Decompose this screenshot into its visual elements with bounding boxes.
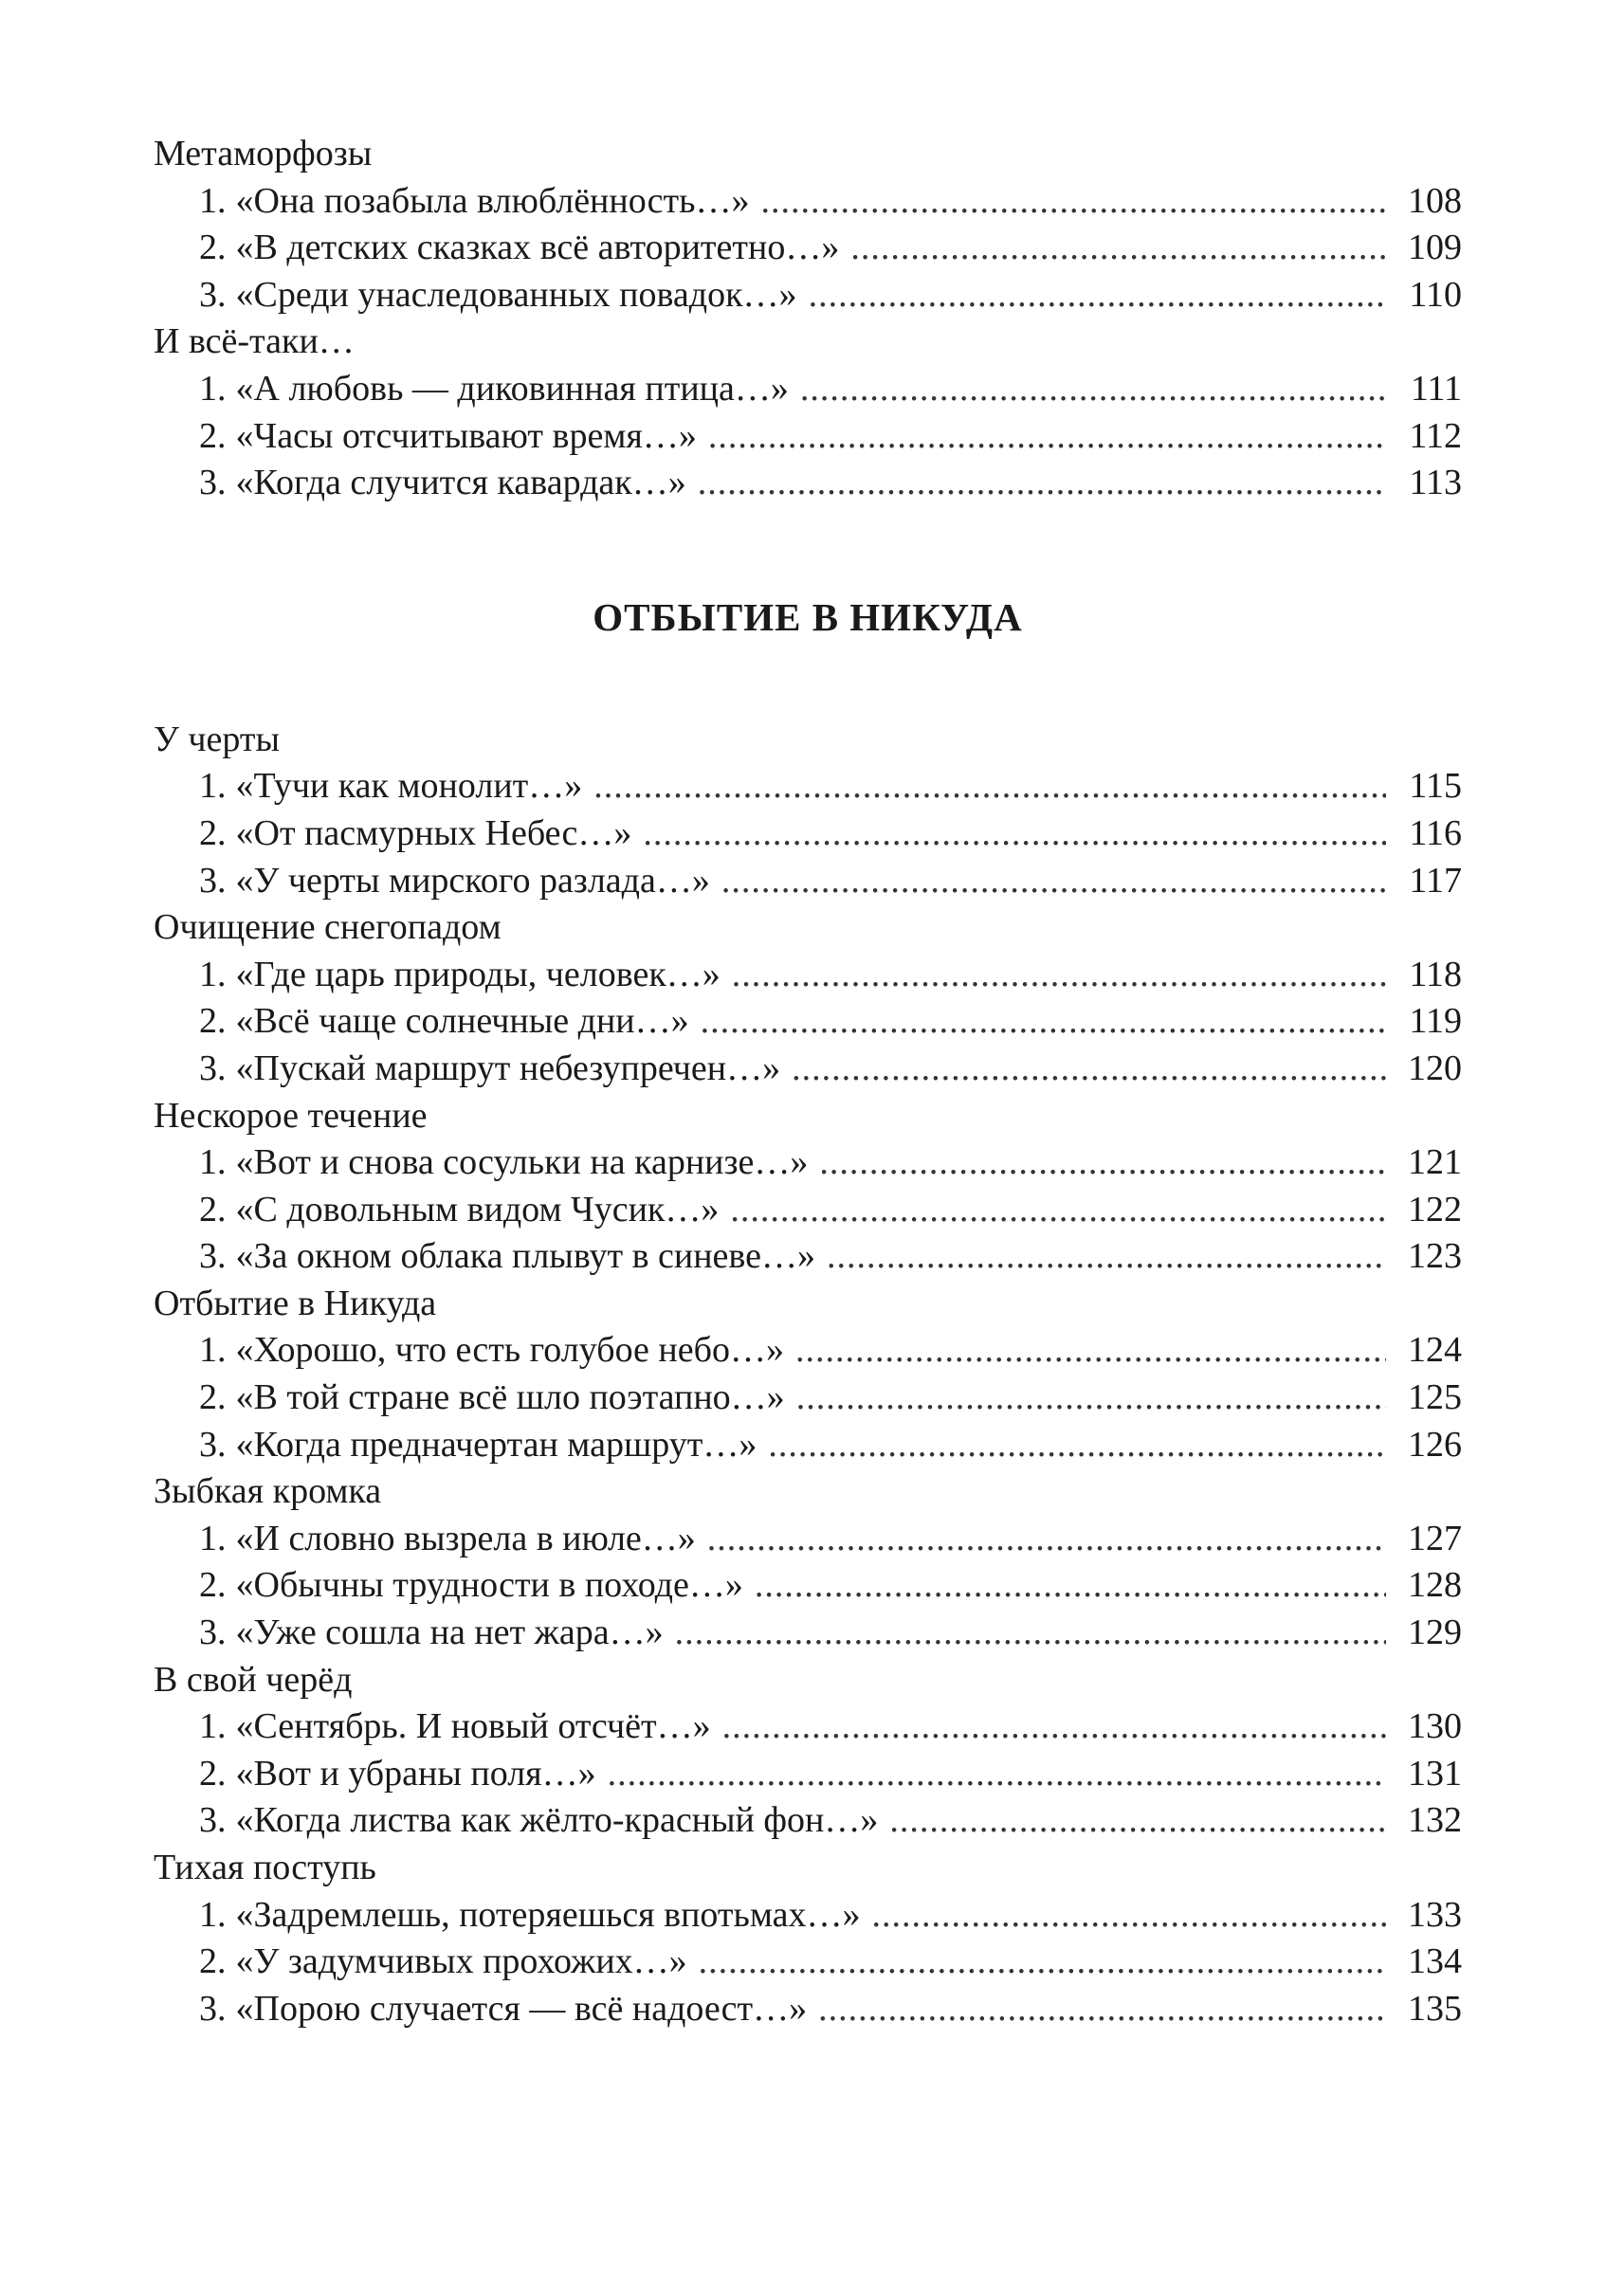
- toc-entry: [154, 178, 1462, 226]
- dot-leader: [675, 1610, 1386, 1657]
- entry-number: 3.: [199, 1424, 227, 1465]
- spacer: [154, 507, 1462, 584]
- entry-page-number: 126: [1408, 1424, 1462, 1465]
- entry-number: 2.: [199, 1941, 227, 1982]
- entry-number: 1.: [199, 1706, 227, 1747]
- toc-entry: [154, 1986, 1462, 2033]
- toc-entry: [154, 1562, 1462, 1610]
- entry-title: «С довольным видом Чусик…»: [235, 1189, 720, 1229]
- toc-group: [154, 1093, 1462, 1281]
- dot-leader: [792, 1046, 1386, 1093]
- entry-number: 1.: [199, 1330, 227, 1371]
- entry-page-number: 119: [1409, 1001, 1462, 1042]
- entry-number: 3.: [199, 1800, 227, 1841]
- entry-title: «Уже сошла на нет жара…»: [235, 1612, 664, 1653]
- entry-title: «Когда случится кавардак…»: [235, 463, 686, 503]
- toc-entry: [154, 1703, 1462, 1751]
- entry-title: «Задремлешь, потеряешься впотьмах…»: [235, 1894, 861, 1935]
- entry-title: «Вот и убраны поля…»: [235, 1753, 596, 1794]
- entry-title: «Когда предначертан маршрут…»: [235, 1424, 757, 1465]
- toc-entry: [154, 1797, 1462, 1845]
- toc-entry: [154, 460, 1462, 507]
- entry-number: 2.: [199, 1377, 227, 1418]
- toc-entry: [154, 1187, 1462, 1234]
- dot-leader: [701, 998, 1386, 1046]
- section-title: Зыбкая кромка: [154, 1471, 382, 1512]
- toc-group: [154, 717, 1462, 904]
- toc-entry: [154, 1516, 1462, 1563]
- toc-entry: [154, 225, 1462, 272]
- toc-entry: [154, 272, 1462, 319]
- entry-page-number: 116: [1409, 812, 1462, 853]
- entry-number: 3.: [199, 860, 227, 901]
- entry-title: «Часы отсчитывают время…»: [235, 415, 697, 456]
- entry-page-number: 110: [1409, 274, 1462, 315]
- dot-leader: [850, 225, 1386, 272]
- entry-title: «Где царь природы, человек…»: [235, 954, 721, 994]
- toc-entry: [154, 952, 1462, 999]
- toc-entry: [154, 1751, 1462, 1798]
- entry-title: «Тучи как монолит…»: [235, 766, 583, 807]
- entry-page-number: 125: [1408, 1377, 1462, 1418]
- entry-number: 3.: [199, 274, 227, 315]
- toc-entry: [154, 1046, 1462, 1093]
- entry-title: «Хорошо, что есть голубое небо…»: [235, 1330, 784, 1371]
- dot-leader: [760, 178, 1386, 226]
- dot-leader: [608, 1751, 1386, 1798]
- section-title: Тихая поступь: [154, 1848, 376, 1887]
- section-title: Нескорое течение: [154, 1095, 428, 1136]
- toc-entry: [154, 1139, 1462, 1187]
- entry-page-number: 120: [1408, 1047, 1462, 1088]
- toc-entry: [154, 1327, 1462, 1375]
- entry-page-number: 108: [1408, 180, 1462, 221]
- entry-title: «За окном облака плывут в синеве…»: [235, 1236, 816, 1277]
- entry-page-number: 123: [1408, 1236, 1462, 1277]
- entry-page-number: 129: [1408, 1612, 1462, 1653]
- entry-number: 1.: [199, 1142, 227, 1183]
- dot-leader: [872, 1892, 1386, 1940]
- entry-title: «Всё чаще солнечные дни…»: [235, 1001, 689, 1042]
- part-heading: ОТБЫТИЕ В НИКУДА: [593, 594, 1023, 639]
- toc-entry: [154, 811, 1462, 858]
- dot-leader: [708, 413, 1386, 461]
- entry-number: 1.: [199, 766, 227, 807]
- entry-page-number: 134: [1408, 1941, 1462, 1982]
- entry-page-number: 131: [1408, 1753, 1462, 1794]
- entry-title: «И словно вызрела в июле…»: [235, 1518, 696, 1558]
- section-title: В свой черёд: [154, 1659, 353, 1700]
- entry-number: 1.: [199, 1894, 227, 1935]
- dot-leader: [721, 858, 1386, 905]
- entry-number: 3.: [199, 1047, 227, 1088]
- entry-page-number: 127: [1408, 1518, 1462, 1558]
- section-title: Метаморфозы: [154, 134, 373, 173]
- dot-leader: [593, 763, 1386, 811]
- entry-title: «Сентябрь. И новый отсчёт…»: [235, 1706, 711, 1747]
- dot-leader: [818, 1986, 1386, 2033]
- toc-entry: [154, 998, 1462, 1046]
- dot-leader: [732, 952, 1386, 999]
- toc-entry: [154, 1610, 1462, 1657]
- dot-leader: [796, 1375, 1386, 1422]
- entry-title: «Когда листва как жёлто-красный фон…»: [235, 1800, 879, 1841]
- dot-leader: [698, 460, 1386, 507]
- dot-leader: [699, 1939, 1386, 1986]
- toc-group: [154, 1281, 1462, 1468]
- entry-title: «Среди унаследованных повадок…»: [235, 274, 797, 315]
- entry-title: «У черты мирского разлада…»: [235, 860, 710, 901]
- entry-number: 2.: [199, 1753, 227, 1794]
- dot-leader: [827, 1233, 1386, 1281]
- entry-title: «Обычны трудности в походе…»: [235, 1565, 743, 1606]
- entry-page-number: 133: [1408, 1894, 1462, 1935]
- toc-entry: [154, 858, 1462, 905]
- dot-leader: [755, 1562, 1386, 1610]
- toc-group: [154, 1468, 1462, 1656]
- toc-entry: [154, 1892, 1462, 1940]
- entry-page-number: 112: [1409, 415, 1462, 456]
- toc-entry: [154, 763, 1462, 811]
- dot-leader: [722, 1703, 1386, 1751]
- toc-group: [154, 319, 1462, 506]
- entry-number: 3.: [199, 1988, 227, 2029]
- section-title: У черты: [154, 719, 281, 759]
- dot-leader: [768, 1422, 1386, 1469]
- dot-leader: [730, 1187, 1386, 1234]
- entry-title: «Порою случается — всё надоест…»: [235, 1988, 808, 2029]
- dot-leader: [889, 1797, 1386, 1845]
- toc-entry: [154, 1939, 1462, 1986]
- entry-number: 2.: [199, 415, 227, 456]
- toc-group: [154, 131, 1462, 319]
- dot-leader: [643, 811, 1386, 858]
- toc-group: [154, 1845, 1462, 2032]
- dot-leader: [795, 1327, 1386, 1375]
- spacer: [154, 650, 1462, 717]
- toc-group: [154, 904, 1462, 1092]
- entry-title: «В детских сказках всё авторитетно…»: [235, 228, 840, 268]
- entry-page-number: 122: [1408, 1189, 1462, 1229]
- entry-page-number: 113: [1409, 463, 1462, 503]
- dot-leader: [819, 1139, 1386, 1187]
- entry-title: «Вот и снова сосульки на карнизе…»: [235, 1142, 809, 1183]
- toc-entry: [154, 413, 1462, 461]
- entry-number: 3.: [199, 1612, 227, 1653]
- entry-page-number: 128: [1408, 1565, 1462, 1606]
- entry-number: 1.: [199, 368, 227, 409]
- entry-number: 2.: [199, 228, 227, 268]
- entry-title: «В той стране всё шло поэтапно…»: [235, 1377, 785, 1418]
- entry-page-number: 135: [1408, 1988, 1462, 2029]
- dot-leader: [800, 366, 1386, 413]
- entry-number: 2.: [199, 812, 227, 853]
- entry-number: 2.: [199, 1001, 227, 1042]
- entry-number: 3.: [199, 1236, 227, 1277]
- entry-page-number: 109: [1408, 228, 1462, 268]
- entry-page-number: 118: [1409, 954, 1462, 994]
- entry-number: 2.: [199, 1565, 227, 1606]
- entry-number: 1.: [199, 180, 227, 221]
- entry-number: 1.: [199, 1518, 227, 1558]
- dot-leader: [809, 272, 1386, 319]
- table-of-contents: [154, 131, 1462, 2032]
- section-title: И всё-таки…: [154, 321, 355, 362]
- toc-entry: [154, 1422, 1462, 1469]
- entry-number: 1.: [199, 954, 227, 994]
- entry-number: 2.: [199, 1189, 227, 1229]
- entry-number: 3.: [199, 463, 227, 503]
- section-title: Очищение снегопадом: [154, 907, 502, 948]
- entry-page-number: 132: [1408, 1800, 1462, 1841]
- entry-page-number: 130: [1408, 1706, 1462, 1747]
- entry-title: «Она позабыла влюблённость…»: [235, 180, 750, 221]
- entry-page-number: 111: [1410, 368, 1462, 409]
- entry-title: «От пасмурных Небес…»: [235, 812, 632, 853]
- toc-entry: [154, 1375, 1462, 1422]
- section-title: Отбытие в Никуда: [154, 1283, 437, 1323]
- entry-page-number: 115: [1409, 766, 1462, 807]
- toc-group: [154, 1657, 1462, 1845]
- toc-entry: [154, 1233, 1462, 1281]
- entry-title: «Пускай маршрут небезупречен…»: [235, 1047, 781, 1088]
- entry-title: «А любовь — диковинная птица…»: [235, 368, 789, 409]
- entry-title: «У задумчивых прохожих…»: [235, 1941, 687, 1982]
- entry-page-number: 117: [1409, 860, 1462, 901]
- dot-leader: [707, 1516, 1386, 1563]
- toc-entry: [154, 366, 1462, 413]
- entry-page-number: 124: [1408, 1330, 1462, 1371]
- entry-page-number: 121: [1408, 1142, 1462, 1183]
